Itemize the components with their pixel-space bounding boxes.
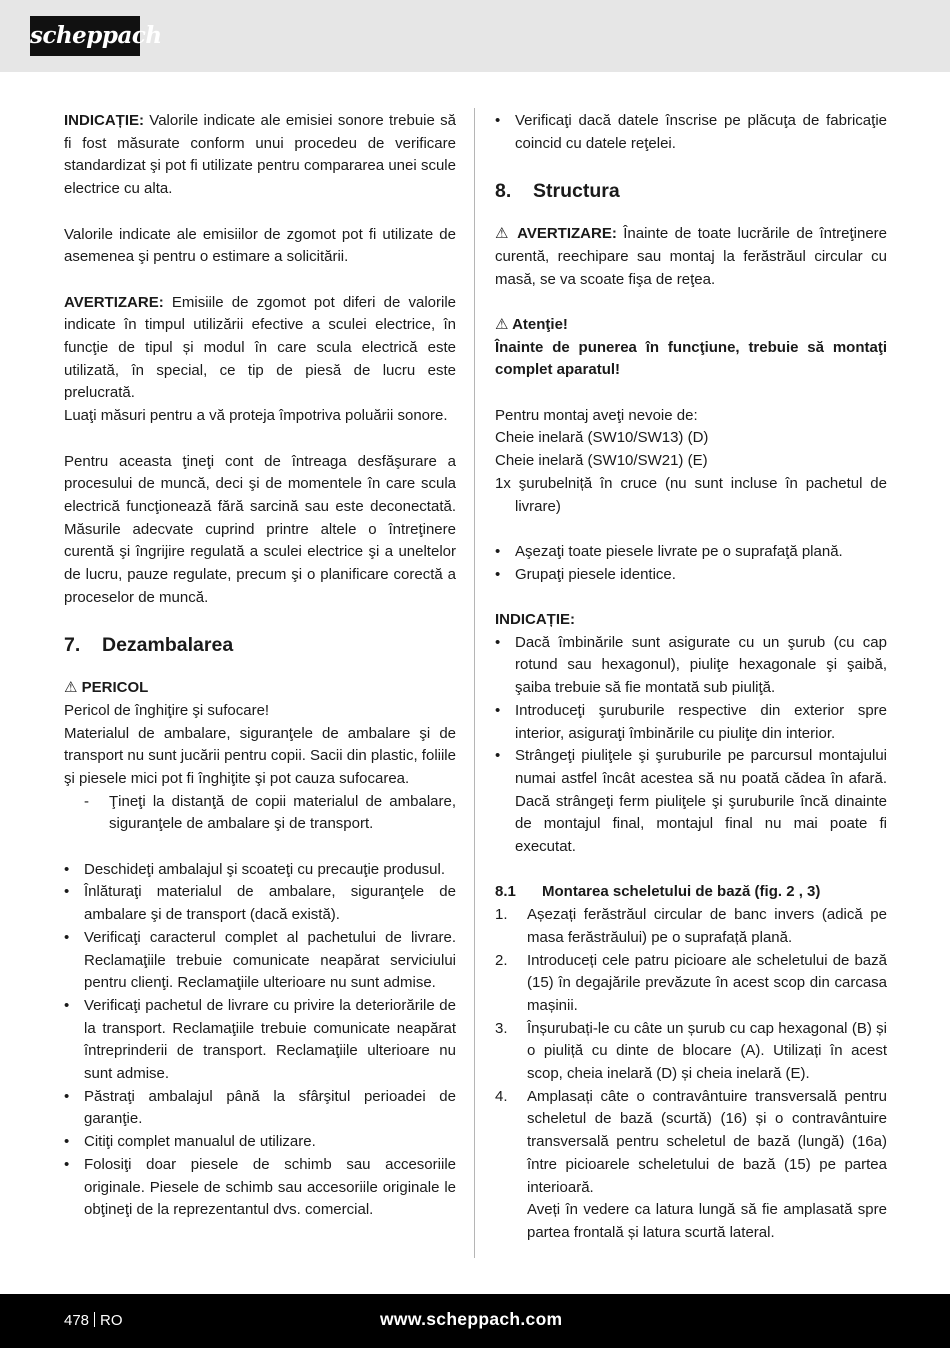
note-label: INDICAȚIE: bbox=[495, 610, 575, 628]
subsection-8-1-heading bbox=[495, 881, 887, 904]
section-8-number: 8. bbox=[495, 180, 512, 203]
tool-item: 1x şurubelniță în cruce (nu sunt incluse în pachetul de livrare) bbox=[495, 474, 887, 515]
dash-item: - Ţineţi la distanţă de copii materialul de ambalare, siguranţele de ambalare şi de transport. bbox=[64, 791, 456, 836]
list-item: • Folosiţi doar piesele de schimb sau accesoriile originale. Piesele de schimb sau accesoriile originale le obţineţi de la reprezentantul dvs. comercial. bbox=[64, 1154, 456, 1222]
warning-text: Emisiile de zgomot pot diferi de valorile indicate în timpul utilizării efective a sculei electrice, în funcţie de tipul și modul în care scula electrică este utilizată, în special, ce tip de piesă de lucru este prelucrată. bbox=[64, 293, 456, 402]
warning-maintenance-paragraph bbox=[495, 223, 887, 291]
note-label: INDICAȚIE: bbox=[64, 112, 144, 129]
list-item: • Dacă îmbinările sunt asigurate cu un şurub (cu cap rotund sau hexagonul), piuliţe hexagonale şi şaibă, şaiba trebuie să fie montată sub piuliţă. bbox=[495, 632, 887, 700]
step-number: 1. bbox=[495, 906, 508, 924]
list-item: • Citiţi complet manualul de utilizare. bbox=[64, 1131, 456, 1154]
step-text: Amplasați câte o contravântuire transversală pentru scheletul de bază (scurtă) (16) și o contravântuire transversală pentru scheletul de bază (lungă) (16a) între picioarele scheletului de bază (15) pe partea interioară. bbox=[527, 1087, 887, 1196]
list-item bbox=[495, 904, 887, 949]
subsection-8-1-number: 8.1 bbox=[495, 883, 516, 901]
section-8-heading bbox=[495, 178, 887, 204]
right-column bbox=[495, 110, 887, 1245]
list-item: • Verificaţi pachetul de livrare cu privire la deteriorările de la transport. Reclamaţiile trebuie comunicate neapărat întreprinderii de transport. Reclamaţiile ulterioare nu sunt admise. bbox=[64, 995, 456, 1086]
language-code: RO bbox=[100, 1312, 123, 1329]
section-7-title: Dezambalarea bbox=[102, 634, 234, 657]
note-sound-emission bbox=[64, 110, 456, 201]
warning-text: Înainte de toate lucrările de întreţinere curentă, reechipare sau montaj la ferăstrăul circular cu masă, se va scoate fişa de reţea. bbox=[495, 225, 888, 288]
emission-estimate-paragraph: Valorile indicate ale emisiilor de zgomot pot fi utilizate de asemenea şi pentru o estimare a solicitării. bbox=[64, 225, 456, 266]
attention-text: Înainte de punerea în funcţiune, trebuie să montaţi complet aparatul! bbox=[495, 338, 887, 379]
section-7-heading bbox=[64, 632, 456, 658]
subsection-8-1-title: Montarea scheletului de bază (fig. 2 , 3) bbox=[542, 883, 821, 901]
warning-label: AVERTIZARE: bbox=[517, 225, 617, 243]
work-process-paragraph: Pentru aceasta ţineţi cont de întreaga desfăşurare a procesului de muncă, deci şi de momentele în care scula electrică funcţionează fără sarcină sau este deconectată. Măsurile adecvate cuprind printre altele o întreţinere curentă şi îngrijire regulată a sculei electrice şi a uneltelor de lucru, pauze regulate, precum şi o planificare corectă a proceselor de muncă. bbox=[64, 452, 456, 606]
step-note: Aveți în vedere ca latura lungă să fie amplasată spre partea frontală și latura scurtă lateral. bbox=[527, 1201, 887, 1241]
warning-label: AVERTIZARE: bbox=[64, 293, 164, 311]
step-text: Așezați ferăstrăul circular de banc invers (adică pe masa ferăstrăului) pe o suprafață plană. bbox=[527, 906, 887, 946]
list-item bbox=[495, 1018, 887, 1086]
list-item: • Verificaţi dacă datele înscrise pe plăcuţa de fabricaţie coincid cu datele reţelei. bbox=[495, 110, 887, 155]
list-item bbox=[495, 950, 887, 1018]
page-number: 478 bbox=[64, 1312, 90, 1329]
danger-label: PERICOL bbox=[81, 679, 149, 697]
tool-item: Cheie inelară (SW10/SW13) (D) bbox=[495, 429, 709, 447]
assembly-steps-list bbox=[495, 904, 887, 1245]
list-item: • Grupaţi piesele identice. bbox=[495, 564, 887, 587]
list-item: • Înlăturaţi materialul de ambalare, siguranţele de ambalare şi de transport (dacă există). bbox=[64, 881, 456, 926]
header-band bbox=[0, 0, 950, 72]
section-8-title: Structura bbox=[533, 180, 620, 203]
note-text: Valorile indicate ale emisiei sonore trebuie să fi fost măsurate conform unui procedeu de verificare standardizat şi pot fi utilizate pentru compararea unei scule electrice cu alta. bbox=[64, 112, 456, 198]
warning-triangle-icon: ⚠ bbox=[64, 679, 78, 697]
scheppach-logo: scheppach bbox=[30, 16, 140, 56]
danger-heading bbox=[64, 677, 456, 700]
step-text: Înșurubați-le cu câte un șurub cu cap hexagonal (B) și o piuliță cu dinte de blocare (A). Utilizați în acest scop, cheia inelară (D) și cheia inelară (E). bbox=[527, 1019, 887, 1083]
top-bullet-list bbox=[495, 110, 887, 155]
tools-intro: Pentru montaj aveţi nevoie de: bbox=[495, 406, 698, 424]
warning-noise-paragraph bbox=[64, 292, 456, 406]
list-item: • Introduceţi şuruburile respective din exterior spre interior, asiguraţi îmbinările cu piuliţe din interior. bbox=[495, 700, 887, 745]
danger-line-1: Pericol de înghiţire şi sufocare! bbox=[64, 701, 270, 719]
warning-triangle-icon: ⚠ bbox=[495, 315, 509, 333]
attention-heading bbox=[495, 314, 887, 337]
separator-bar bbox=[94, 1312, 95, 1327]
note-bullet-list bbox=[495, 632, 887, 859]
step-number: 2. bbox=[495, 951, 508, 969]
list-item: • Verificaţi caracterul complet al pachetului de livrare. Reclamaţiile trebuie comunicate neapărat serviciului pentru clienţi. Reclamaţiile ulterioare nu sunt admise. bbox=[64, 927, 456, 995]
footer-band bbox=[0, 1294, 950, 1348]
dash-list bbox=[64, 791, 456, 836]
page-number-block bbox=[64, 1310, 123, 1332]
step-number: 3. bbox=[495, 1019, 508, 1037]
list-item bbox=[495, 1086, 887, 1245]
section-7-number: 7. bbox=[64, 634, 81, 657]
step-text: Introduceți cele patru picioare ale scheletului de bază (15) în degajările prevăzute în acest scop din carcasa mașinii. bbox=[527, 951, 887, 1014]
noise-protection-paragraph: Luaţi măsuri pentru a vă proteja împotriva poluării sonore. bbox=[64, 407, 448, 425]
danger-line-2: Materialul de ambalare, siguranţele de ambalare şi de transport nu sunt jucării pentru copii. Sacii din plastic, foliile şi piesele mici pot fi înghiţite şi pot cauza sufocarea. bbox=[64, 724, 456, 787]
step-number: 4. bbox=[495, 1087, 508, 1105]
column-divider bbox=[474, 108, 475, 1258]
left-column bbox=[64, 110, 456, 1222]
tool-item: Cheie inelară (SW10/SW21) (E) bbox=[495, 452, 708, 470]
unpacking-bullet-list bbox=[64, 859, 456, 1222]
warning-triangle-icon: ⚠ bbox=[495, 225, 511, 243]
website-url: www.scheppach.com bbox=[380, 1309, 563, 1329]
list-item: • Strângeţi piuliţele şi şuruburile pe parcursul montajului numai astfel încât acestea să nu poată cădea în afară. Dacă strângeţi ferm piuliţele şi şuruburile încă dinainte de montajul final, montajul final nu mai poate fi executat. bbox=[495, 745, 887, 859]
attention-label: Atenţie! bbox=[512, 315, 568, 333]
list-item: • Păstraţi ambalajul până la sfârşitul perioadei de garanţie. bbox=[64, 1086, 456, 1131]
list-item: • Deschideţi ambalajul şi scoateţi cu precauţie produsul. bbox=[64, 859, 456, 882]
prep-bullet-list bbox=[495, 541, 887, 586]
list-item: • Aşezaţi toate piesele livrate pe o suprafaţă plană. bbox=[495, 541, 887, 564]
